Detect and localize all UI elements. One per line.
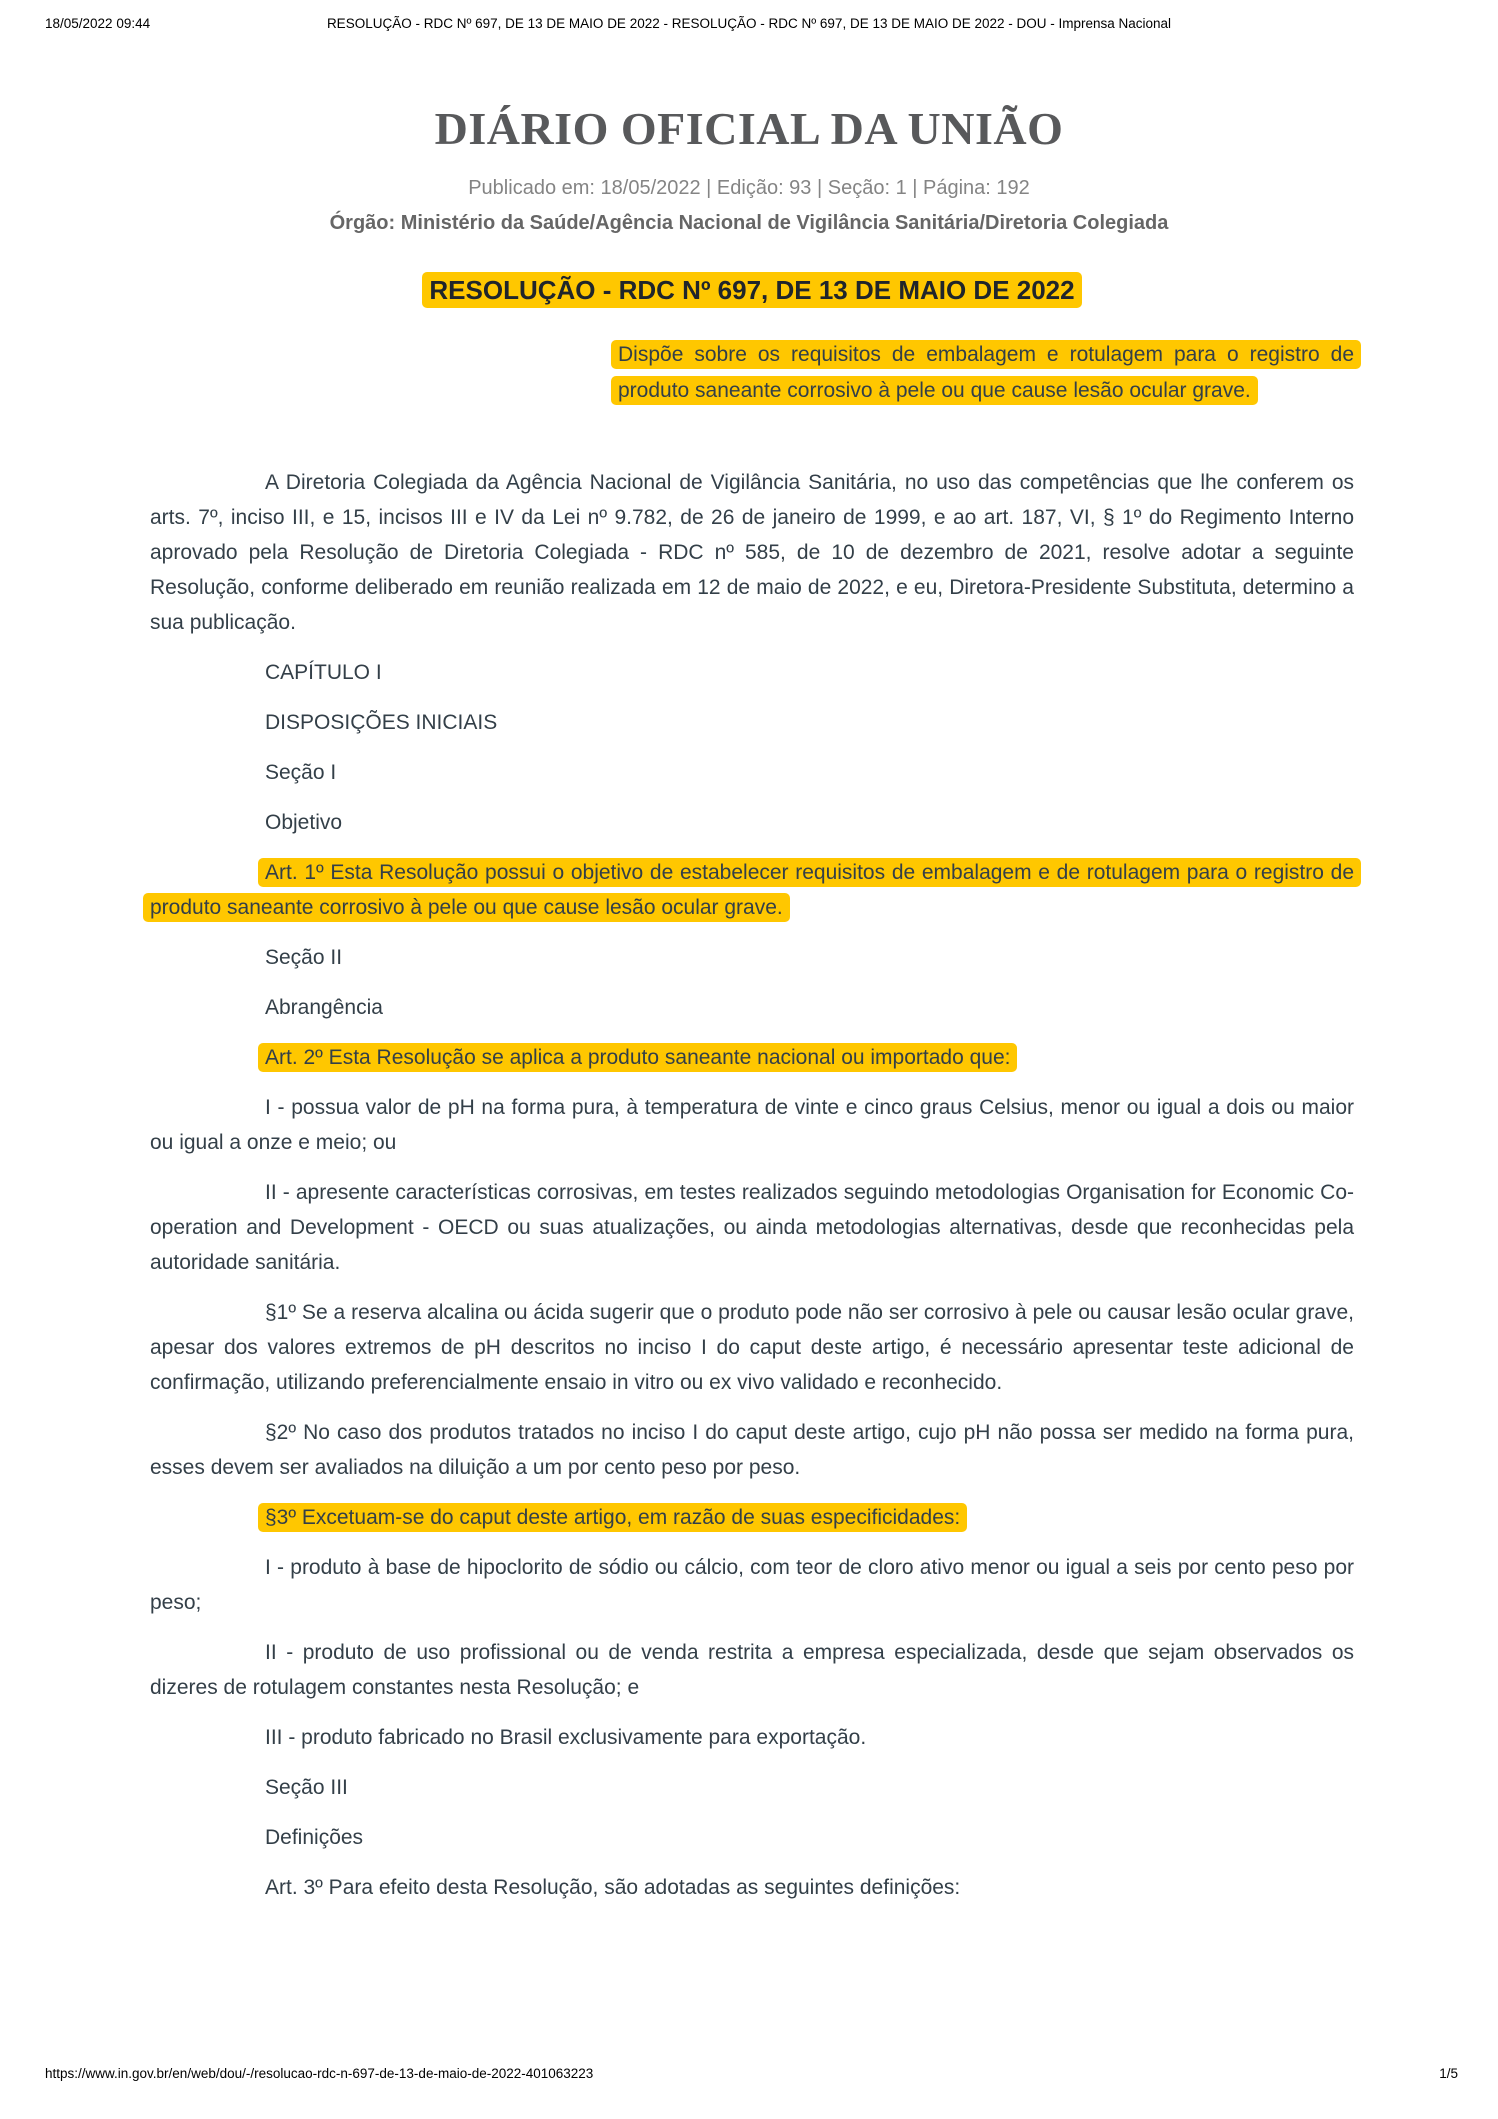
organ-line: Órgão: Ministério da Saúde/Agência Nacional de Vigilância Sanitária/Diretoria Colegiada	[329, 212, 1169, 234]
print-page-title: RESOLUÇÃO - RDC Nº 697, DE 13 DE MAIO DE 2022 - RESOLUÇÃO - RDC Nº 697, DE 13 DE MAIO DE 2022 - DOU - Imprensa Nacional	[326, 16, 1172, 31]
paragraph: DISPOSIÇÕES INICIAIS	[265, 711, 498, 734]
masthead	[0, 103, 1498, 235]
print-header	[45, 16, 1453, 32]
paragraph-highlight: §3º Excetuam-se do caput deste artigo, em razão de suas especificidades:	[258, 1503, 967, 1532]
paragraph: CAPÍTULO I	[265, 661, 382, 684]
paragraph: I - produto à base de hipoclorito de sódio ou cálcio, com teor de cloro ativo menor ou igual a seis por cento peso por peso;	[150, 1556, 1354, 1614]
paragraph: §2º No caso dos produtos tratados no inciso I do caput deste artigo, cujo pH não possa ser medido na forma pura, esses devem ser avaliados na diluição a um por cento peso por peso.	[150, 1421, 1354, 1479]
paragraph: §1º Se a reserva alcalina ou ácida sugerir que o produto pode não ser corrosivo à pele ou causar lesão ocular grave, apesar dos valores extremos de pH descritos no inciso I do caput deste artigo, é necessário apresentar teste adicional de confirmação, utilizando preferencialmente ensaio in vitro ou ex vivo validado e reconhecido.	[150, 1301, 1354, 1394]
paragraph: I - possua valor de pH na forma pura, à temperatura de vinte e cinco graus Celsius, menor ou igual a dois ou maior ou igual a onze e meio; ou	[150, 1096, 1354, 1154]
paragraph: II - apresente características corrosivas, em testes realizados seguindo metodologias Organisation for Economic Co-operation and Development - OECD ou suas atualizações, ou ainda metodologias alternativas, desde que reconhecidas pela autoridade sanitária.	[150, 1181, 1354, 1274]
paragraph: Seção III	[265, 1776, 348, 1799]
paragraph-highlight: Art. 2º Esta Resolução se aplica a produto saneante nacional ou importado que:	[258, 1043, 1017, 1072]
print-datetime: 18/05/2022 09:44	[45, 16, 151, 31]
masthead-title: DIÁRIO OFICIAL DA UNIÃO	[434, 103, 1064, 154]
paragraph: Abrangência	[265, 996, 383, 1019]
article-body	[150, 465, 1354, 1905]
resolution-summary-highlight: Dispõe sobre os requisitos de embalagem e rotulagem para o registro de produto saneante corrosivo à pele ou que cause lesão ocular grave.	[611, 340, 1361, 405]
paragraph: A Diretoria Colegiada da Agência Nacional de Vigilância Sanitária, no uso das competências que lhe conferem os arts. 7º, inciso III, e 15, incisos III e IV da Lei nº 9.782, de 26 de janeiro de 1999, e ao art. 187, VI, § 1º do Regimento Interno aprovado pela Resolução de Diretoria Colegiada - RDC nº 585, de 10 de dezembro de 2021, resolve adotar a seguinte Resolução, conforme deliberado em reunião realizada em 12 de maio de 2022, e eu, Diretora-Presidente Substituta, determino a sua publicação.	[150, 471, 1354, 634]
paragraph-highlight: Art. 1º Esta Resolução possui o objetivo de estabelecer requisitos de embalagem e de rotulagem para o registro de produto saneante corrosivo à pele ou que cause lesão ocular grave.	[143, 858, 1361, 922]
print-footer	[45, 2066, 1458, 2082]
paragraph: III - produto fabricado no Brasil exclusivamente para exportação.	[265, 1726, 867, 1749]
highlighted-paragraph	[150, 1040, 1354, 1075]
highlighted-paragraph	[150, 855, 1354, 925]
page-indicator: 1/5	[1439, 2066, 1458, 2081]
paragraph: Art. 3º Para efeito desta Resolução, são adotadas as seguintes definições:	[265, 1876, 961, 1899]
resolution-title-highlight: RESOLUÇÃO - RDC Nº 697, DE 13 DE MAIO DE 2022	[422, 272, 1081, 308]
resolution-summary	[618, 337, 1354, 409]
paragraph: Seção II	[265, 946, 343, 969]
publication-info: Publicado em: 18/05/2022 | Edição: 93 | Seção: 1 | Página: 192	[468, 177, 1030, 199]
paragraph: Definições	[265, 1826, 364, 1849]
paragraph: Seção I	[265, 761, 337, 784]
article	[150, 275, 1354, 1905]
source-url: https://www.in.gov.br/en/web/dou/-/resolucao-rdc-n-697-de-13-de-maio-de-2022-401063223	[45, 2066, 594, 2081]
resolution-title	[150, 275, 1354, 305]
paragraph: II - produto de uso profissional ou de venda restrita a empresa especializada, desde que sejam observados os dizeres de rotulagem constantes nesta Resolução; e	[150, 1641, 1354, 1699]
highlighted-paragraph	[150, 1500, 1354, 1535]
paragraph: Objetivo	[265, 811, 343, 834]
